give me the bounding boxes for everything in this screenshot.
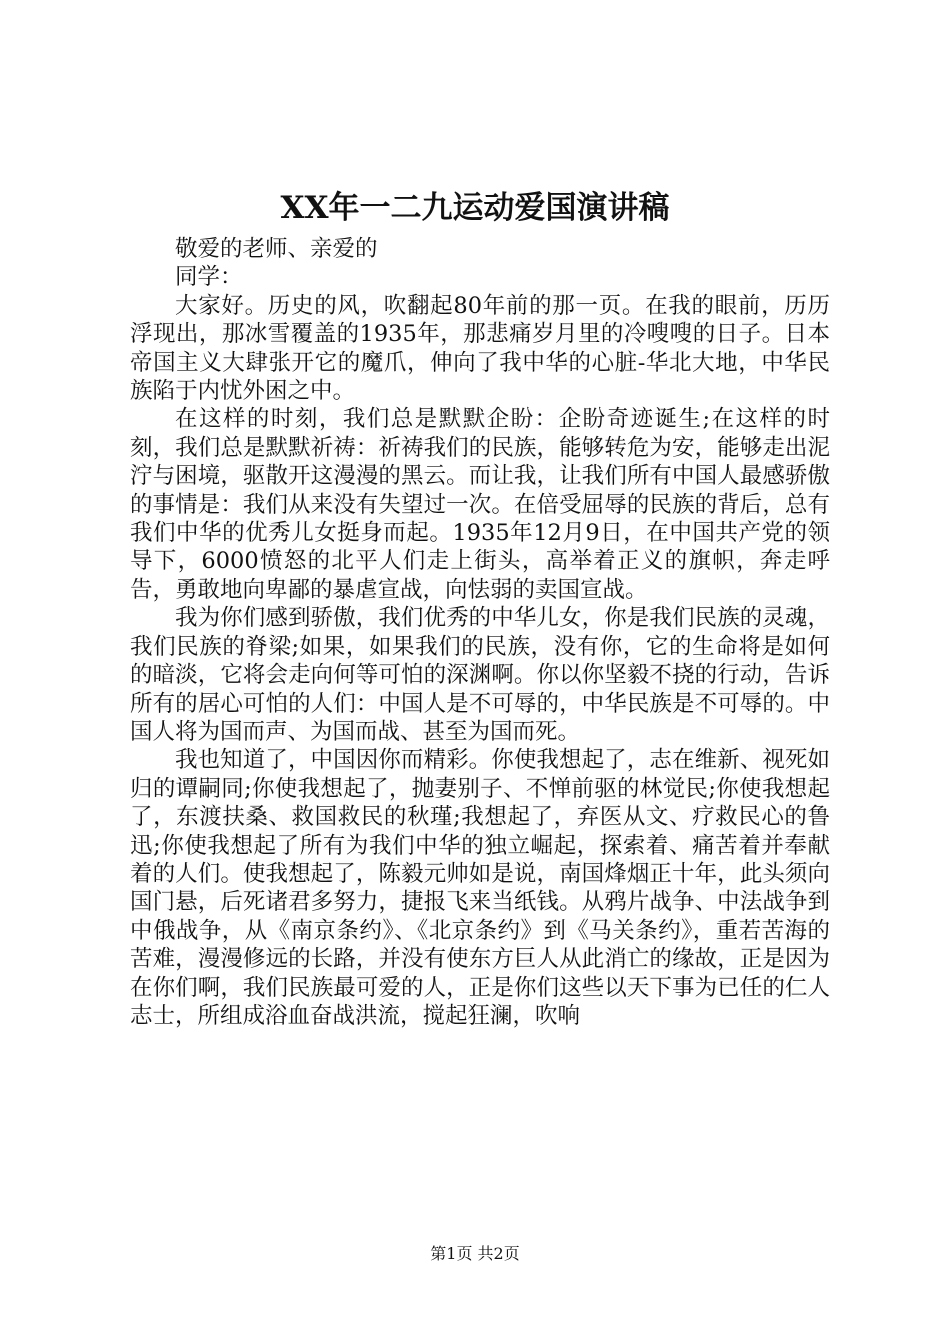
paragraph-3: 我为你们感到骄傲，我们优秀的中华儿女，你是我们民族的灵魂，我们民族的脊梁;如果，如果我们的民族，没有你，它的生命将是如何的暗淡，它将会走向何等可怕的深渊啊。你以你坚毅不挠的行动，告诉所有的居心可怕的人们：中国人是不可辱的，中华民族是不可辱的。中国人将为国而声、为国而战、甚至为国而死。 <box>130 605 830 745</box>
page-footer: 第1页 共2页 <box>430 1244 520 1263</box>
paragraph-4: 我也知道了，中国因你而精彩。你使我想起了，志在维新、视死如归的谭嗣同;你使我想起了，抛妻别子、不惮前驱的林觉民;你使我想起了，东渡扶桑、救国救民的秋瑾;我想起了，弃医从文、疗救民心的鲁迅;你使我想起了所有为我们中华的独立崛起，探索着、痛苦着并奉献着的人们。使我想起了，陈毅元帅如是说，南国烽烟正十年，此头须向国门悬，后死诸君多努力，捷报飞来当纸钱。从鸦片战争、中法战争到中俄战争，从《南京条约》、《北京条约》到《马关条约》，重若苦海的苦难，漫漫修远的长路，并没有使东方巨人从此消亡的缘故，正是因为在你们啊，我们民族最可爱的人，正是你们这些以天下事为已任的仁人志士，所组成浴血奋战洪流，搅起狂澜，吹响 <box>130 747 830 1029</box>
paragraph-2: 在这样的时刻，我们总是默默企盼：企盼奇迹诞生;在这样的时刻，我们总是默默祈祷：祈祷我们的民族，能够转危为安，能够走出泥泞与困境，驱散开这漫漫的黑云。而让我，让我们所有中国人最感骄傲的事情是：我们从来没有失望过一次。在倍受屈辱的民族的背后，总有我们中华的优秀儿女挺身而起。1935年12月9日，在中国共产党的领导下，6000愤怒的北平人们走上街头，高举着正义的旗帜，奔走呼告，勇敢地向卑鄙的暴虐宣战，向怯弱的卖国宣战。 <box>130 406 830 603</box>
salutation-line-1: 敬爱的老师、亲爱的 <box>175 236 378 262</box>
paragraph-1: 大家好。历史的风，吹翻起80年前的那一页。在我的眼前，历历浮现出，那冰雪覆盖的1935年，那悲痛岁月里的冷嗖嗖的日子。日本帝国主义大肆张开它的魔爪，伸向了我中华的心脏-华北大地，中华民族陷于内忧外困之中。 <box>130 292 830 405</box>
salutation-line-2: 同学： <box>175 264 243 291</box>
document-body <box>130 235 830 1030</box>
document-title: XX年一二九运动爱国演讲稿 <box>280 190 670 226</box>
